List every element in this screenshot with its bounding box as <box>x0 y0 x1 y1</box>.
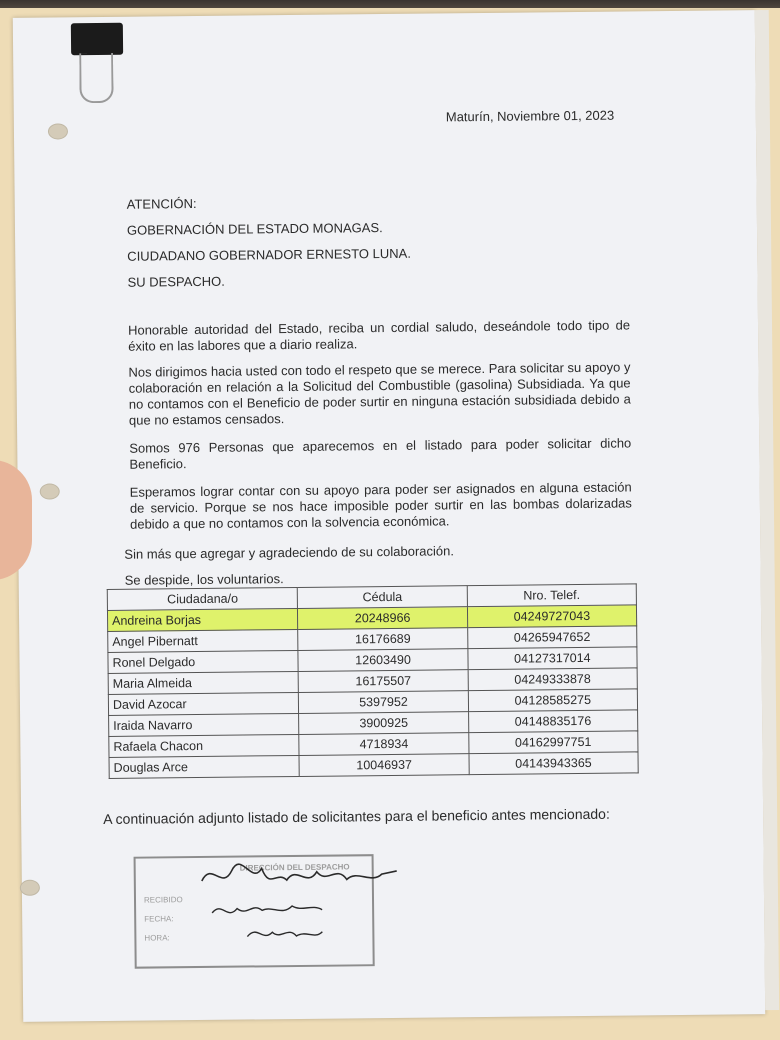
table-row <box>109 752 638 779</box>
binder-clip <box>71 23 123 56</box>
name-cell: Rafaela Chacon <box>109 734 300 757</box>
stamp-title: DIRECCIÓN DEL DESPACHO <box>239 862 350 873</box>
paragraph: Honorable autoridad del Estado, reciba un cordial saludo, deseándole todo tipo de éxito en las labores que a diario realiza. <box>127 317 631 354</box>
name-cell: Douglas Arce <box>109 755 300 778</box>
addressee-line: SU DESPACHO. <box>127 273 225 290</box>
phone-cell: 04162997751 <box>468 731 638 754</box>
id-cell: 20248966 <box>298 607 467 630</box>
column-header: Nro. Telef. <box>467 584 637 607</box>
name-cell: David Azocar <box>108 692 299 715</box>
paragraph: Somos 976 Personas que aparecemos en el listado para poder solicitar dicho Beneficio. <box>129 435 632 472</box>
attention-label: ATENCIÓN: <box>126 195 197 212</box>
phone-cell: 04265947652 <box>467 626 637 649</box>
paragraph: Se despide, los voluntarios. <box>124 571 284 588</box>
punch-hole <box>20 880 40 896</box>
letter-page <box>13 10 765 1022</box>
column-header: Cédula <box>298 586 467 609</box>
name-cell: Angel Pibernatt <box>108 629 299 652</box>
handwritten-signature <box>181 849 422 952</box>
binder-clip-wire <box>79 53 114 103</box>
phone-cell: 04128585275 <box>468 689 638 712</box>
phone-cell: 04148835176 <box>468 710 638 733</box>
name-cell: Ronel Delgado <box>108 650 299 673</box>
id-cell: 10046937 <box>299 754 468 777</box>
date-line: Maturín, Noviembre 01, 2023 <box>445 107 615 125</box>
id-cell: 16176689 <box>298 628 467 651</box>
paragraph: Nos dirigimos hacia usted con todo el respeto que se merece. Para solicitar su apoyo y colaboración en relación a la Solicitud del Combustible (gasolina) Subsidiada. Ya que no contamos con el Beneficio de poder surtir en ninguna estación subsidiada debido a que no estamos censados. <box>128 359 631 428</box>
id-cell: 3900925 <box>299 712 468 735</box>
paragraph: Sin más que agregar y agradeciendo de su colaboración. <box>124 543 454 562</box>
phone-cell: 04249333878 <box>468 668 638 691</box>
phone-cell: 04249727043 <box>467 605 637 628</box>
name-cell: Iraida Navarro <box>109 713 300 736</box>
phone-cell: 04127317014 <box>468 647 638 670</box>
name-cell: Andreina Borjas <box>107 608 298 631</box>
stamp-field-time: HORA: <box>144 933 170 943</box>
stamp-field-date: FECHA: <box>144 914 174 924</box>
paragraph: Esperamos lograr contar con su apoyo para poder ser asignados en alguna estación de servicio. Porque se nos hace imposible poder surtir en las bombas dolarizadas debido a que no contamos con la solvencia económica. <box>129 479 632 532</box>
punch-hole <box>40 483 60 499</box>
id-cell: 5397952 <box>299 691 468 714</box>
stamp-field-received: RECIBIDO <box>143 895 183 905</box>
name-cell: Maria Almeida <box>108 671 299 694</box>
closing-line: A continuación adjunto listado de solicitantes para el beneficio antes mencionado: <box>103 805 610 828</box>
volunteers-table <box>107 583 639 779</box>
column-header: Ciudadana/o <box>107 587 298 610</box>
phone-cell: 04143943365 <box>469 752 639 775</box>
id-cell: 12603490 <box>298 649 467 672</box>
id-cell: 16175507 <box>299 670 468 693</box>
addressee-line: GOBERNACIÓN DEL ESTADO MONAGAS. <box>126 220 383 238</box>
id-cell: 4718934 <box>299 733 468 756</box>
addressee-line: CIUDADANO GOBERNADOR ERNESTO LUNA. <box>127 245 411 264</box>
punch-hole <box>48 123 68 139</box>
